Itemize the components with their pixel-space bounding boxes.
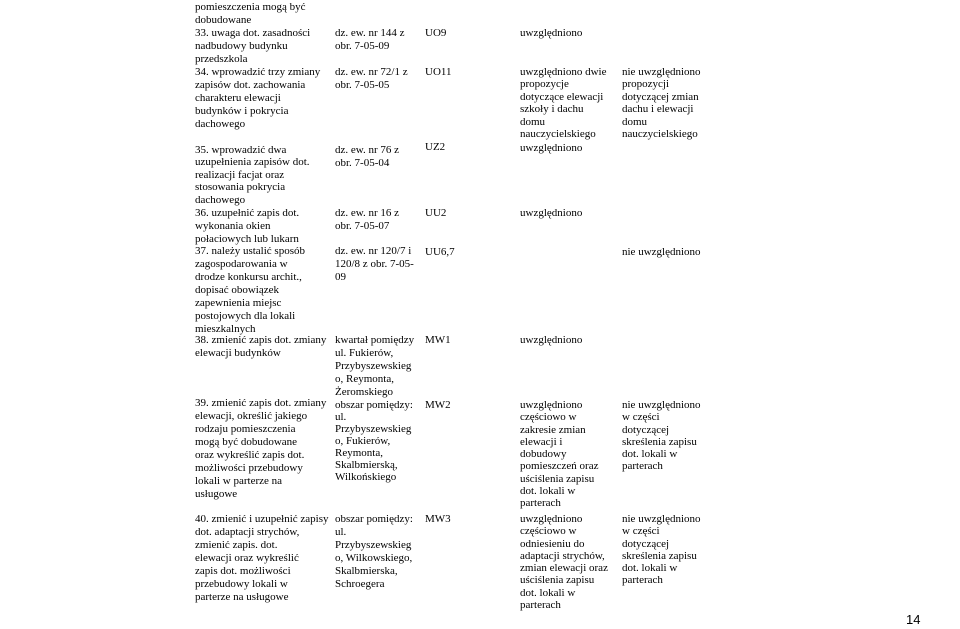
remark-line: elewacji, określić jakiego [195,410,308,422]
rejected-cell-34 [622,66,701,140]
remark-line: zagospodarowania w [195,258,288,270]
accepted-line: propozycje [520,78,569,91]
remark-line: 36. uzupełnić zapis dot. [195,207,300,219]
remark-line: lokali w parterze na [195,475,283,487]
remark-cell-33 [195,27,310,66]
remark-line: zapis dot. możliwości [195,565,291,577]
parcel-line: Wilkońskiego [335,471,397,483]
zone-code: MW1 [425,334,451,346]
remark-line: realizacji facjat oraz [195,168,285,181]
accepted-cell-35 [520,142,582,155]
parcel-line: 09 [335,271,346,283]
accepted-line: uwzględniono [520,27,583,39]
parcel-line: kwartał pomiędzy [335,334,415,346]
remark-line: zmienić zapis. dot. [195,539,278,551]
parcel-line: dz. ew. nr 76 z [335,144,400,156]
accepted-line: dobudowy [520,448,567,460]
parcel-line: dz. ew. nr 72/1 z [335,66,408,78]
parcel-line: Schroegera [335,578,385,590]
accepted-line: elewacji i [520,435,563,448]
parcel-line: o, Fukierów, [335,435,391,447]
rejected-line: dotyczącej [622,423,670,436]
rejected-line: dotyczącej [622,537,670,550]
parcel-line: Przybyszewskieg [335,539,412,551]
parcel-line: ul. [335,411,347,423]
rejected-line: parterach [622,460,663,473]
remark-line: usługowe [195,488,238,500]
accepted-cell-40 [520,513,608,611]
remark-line: rodzaju pomieszczenia [195,423,296,435]
rejected-cell-40 [622,513,701,587]
rejected-line: dotyczącej zmian [622,90,699,103]
accepted-cell-36 [520,207,582,220]
parcel-cell-35 [335,144,399,170]
remark-line: dopisać obowiązek [195,284,279,296]
remark-line: 40. zmienić i uzupełnić zapisy [195,513,329,525]
parcel-cell-39 [335,399,413,483]
rejected-line: skreślenia zapisu [622,549,697,562]
rejected-line: parterach [622,574,663,587]
remark-cell-35 [195,144,310,206]
remark-cell-39 [195,397,326,501]
remark-line: elewacji oraz wykreślić [195,552,299,564]
remark-line: charakteru elewacji [195,92,281,104]
parcel-line: ul. Fukierów, [335,347,394,359]
remark-line: 37. należy ustalić sposób [195,245,305,257]
remark-cell-36 [195,207,299,246]
remark-line: przedszkola [195,53,248,65]
remark-line: uzupełnienia zapisów dot. [195,156,310,169]
accepted-line: dot. lokali w [520,586,576,599]
accepted-line: zakresie zmian [520,423,586,436]
rejected-line: nie uwzględniono [622,399,701,411]
parcel-line: dz. ew. nr 16 z [335,207,400,219]
accepted-line: uwzględniono [520,334,583,346]
remark-line: dachowego [195,193,246,206]
remark-line: dachowego [195,118,246,130]
remark-line: dobudowane [195,14,252,26]
accepted-line: uwzględniono [520,142,583,154]
accepted-line: domu [520,115,546,128]
parcel-line: dz. ew. nr 120/7 i [335,245,412,257]
rejected-line: w części [622,411,660,424]
remark-cell-continued [195,1,306,27]
remark-line: pomieszczenia mogą być [195,1,306,13]
accepted-line: adaptacji strychów, [520,549,605,562]
remark-line: stosowania pokrycia [195,181,286,194]
parcel-line: Skalbmierską, [335,459,398,471]
accepted-line: szkoły i dachu [520,103,584,116]
zone-code: MW2 [425,399,451,411]
accepted-line: zmian elewacji oraz [520,562,608,575]
rejected-line: nie uwzględniono [622,513,701,525]
remark-cell-34 [195,66,320,131]
parcel-line: dz. ew. nr 144 z [335,27,405,39]
remark-line: postojowych dla lokali [195,310,296,322]
accepted-line: uściślenia zapisu [520,472,595,485]
rejected-line: dot. lokali w [622,562,678,575]
remark-line: budynków i pokrycia [195,105,289,117]
rejected-line: propozycji [622,78,670,91]
rejected-line: skreślenia zapisu [622,435,697,448]
rejected-line: dachu i elewacji [622,103,694,116]
parcel-line: obszar pomiędzy: [335,513,413,525]
remark-line: zapisów dot. zachowania [195,79,306,91]
parcel-line: obr. 7-05-07 [335,220,390,232]
accepted-cell-38 [520,334,582,347]
remark-line: 39. zmienić zapis dot. zmiany [195,397,327,409]
parcel-cell-34 [335,66,408,92]
parcel-cell-40 [335,513,413,591]
accepted-line: częściowo w [520,525,577,538]
remark-line: wykonania okien [195,220,271,232]
accepted-line: uściślenia zapisu [520,574,595,587]
parcel-line: Skalbmierska, [335,565,398,577]
parcel-line: ul. [335,526,347,538]
remark-line: przebudowy lokali w [195,578,288,590]
remark-cell-40 [195,513,328,604]
parcel-line: 120/8 z obr. 7-05- [335,258,414,270]
remark-line: połaciowych lub lukarn [195,233,299,245]
accepted-line: uwzględniono [520,207,583,219]
remark-cell-37 [195,245,305,336]
rejected-line: domu [622,115,648,128]
zone-code: UO9 [425,27,447,39]
remark-line: 38. zmienić zapis dot. zmiany [195,334,327,346]
rejected-line: nie uwzględniono [622,246,701,258]
remark-line: elewacji budynków [195,347,281,359]
zone-code: UU6,7 [425,246,455,258]
accepted-cell-39 [520,399,598,509]
remark-cell-38 [195,334,326,360]
parcel-line: obszar pomiędzy: [335,399,413,411]
accepted-line: uwzględniono dwie [520,66,607,78]
accepted-line: uwzględniono [520,399,583,411]
accepted-cell-33 [520,27,582,40]
parcel-line: Reymonta, [335,447,383,459]
accepted-line: uwzględniono [520,513,583,525]
parcel-line: obr. 7-05-05 [335,79,390,91]
accepted-cell-34 [520,66,606,140]
accepted-line: nauczycielskiego [520,128,596,141]
remark-line: drodze konkursu archit., [195,271,302,283]
remark-line: mogą być dobudowane [195,436,298,448]
accepted-line: parterach [520,497,561,509]
zone-code: UO11 [425,66,452,78]
accepted-line: dot. lokali w [520,484,576,497]
rejected-line: nie uwzględniono [622,66,701,78]
zone-code: UU2 [425,207,447,219]
parcel-line: obr. 7-05-09 [335,40,390,52]
zone-code: MW3 [425,513,451,525]
accepted-line: odniesieniu do [520,537,585,550]
parcel-line: o, Reymonta, [335,373,394,385]
page-number: 14 [906,612,921,627]
parcel-cell-38 [335,334,414,399]
remark-line: 33. uwaga dot. zasadności [195,27,311,39]
parcel-line: obr. 7-05-04 [335,157,390,169]
remark-line: mieszkalnych [195,323,256,335]
parcel-cell-37 [335,245,414,284]
remark-line: parterze na usługowe [195,591,289,603]
remark-line: nadbudowy budynku [195,40,288,52]
rejected-line: dot. lokali w [622,448,678,460]
remark-line: 35. wprowadzić dwa [195,144,287,156]
zone-code: UZ2 [425,141,446,153]
remark-line: zapewnienia miejsc [195,297,282,309]
accepted-line: dotyczące elewacji [520,90,604,103]
remark-line: 34. wprowadzić trzy zmiany [195,66,321,78]
accepted-line: parterach [520,599,561,612]
rejected-cell-39 [622,399,701,473]
parcel-cell-33 [335,27,405,53]
parcel-line: Żeromskiego [335,386,394,398]
parcel-line: Przybyszewskieg [335,360,412,372]
parcel-cell-36 [335,207,399,233]
remark-line: oraz wykreślić zapis dot. [195,449,305,461]
rejected-cell-37 [622,246,701,259]
accepted-line: pomieszczeń oraz [520,460,599,473]
parcel-line: Przybyszewskieg [335,423,412,435]
parcel-line: o, Wilkowskiego, [335,552,413,564]
rejected-line: w części [622,525,660,538]
remark-line: dot. adaptacji strychów, [195,526,300,538]
accepted-line: częściowo w [520,411,577,424]
remark-line: możliwości przebudowy [195,462,303,474]
rejected-line: nauczycielskiego [622,128,698,141]
